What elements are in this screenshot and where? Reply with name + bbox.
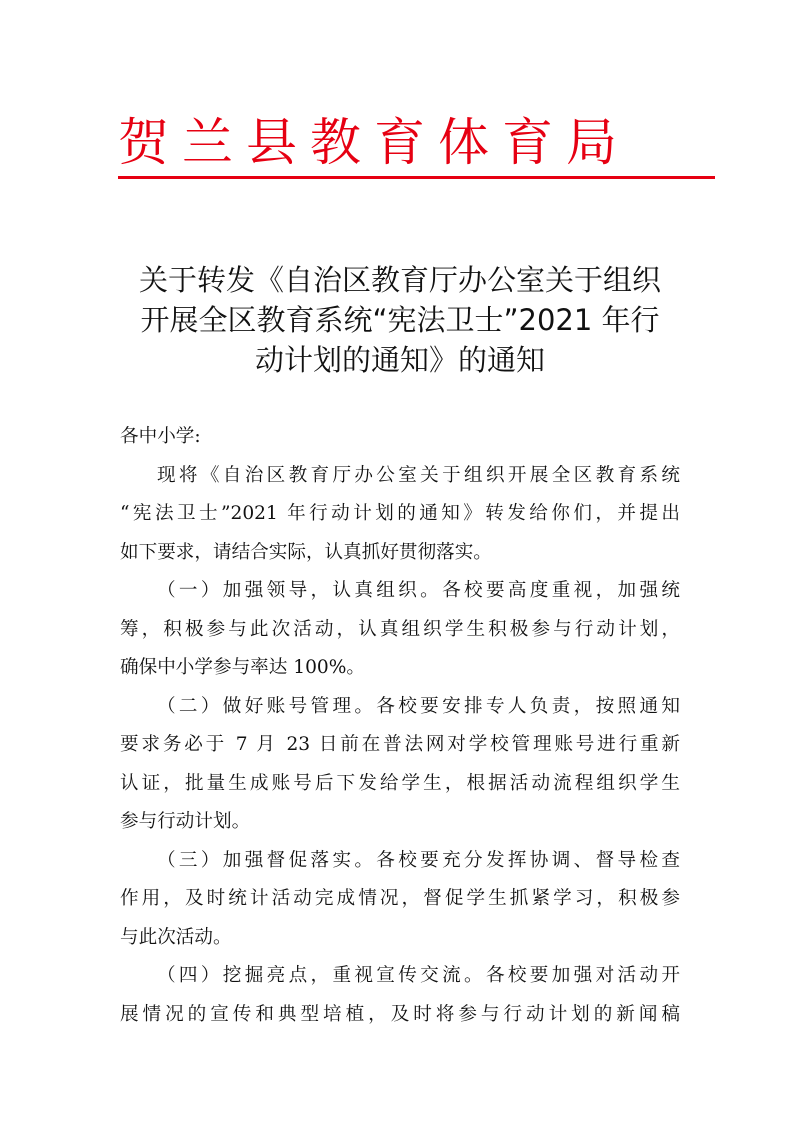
paragraph-line: 参与行动计划。 bbox=[120, 811, 251, 832]
paragraph-line: 认证，批量生成账号后下发给学生，根据活动流程组织学生 bbox=[120, 772, 680, 794]
paragraph-line: “宪法卫士”2021 年行动计划的通知》转发给你们，并提出 bbox=[120, 503, 680, 524]
paragraph-line: 如下要求，请结合实际，认真抓好贯彻落实。 bbox=[120, 541, 492, 563]
title-line: 动计划的通知》的通知 bbox=[254, 343, 545, 377]
letterhead-red-rule bbox=[118, 176, 715, 179]
paragraph-line: （一）加强领导，认真组织。各校要高度重视，加强统 bbox=[157, 580, 680, 601]
title-line: 开展全区教育系统“宪法卫士”2021 年行 bbox=[140, 303, 660, 337]
body-paragraph bbox=[120, 457, 680, 573]
letterhead-org-name: 贺兰县教育体育局 bbox=[118, 114, 631, 173]
paragraph-line: 现将《自治区教育厅办公室关于组织开展全区教育系统 bbox=[157, 464, 680, 486]
title-line: 关于转发《自治区教育厅办公室关于组织 bbox=[138, 263, 661, 297]
paragraph-line: 确保中小学参与率达 100%。 bbox=[120, 657, 366, 678]
body-paragraph bbox=[120, 842, 680, 958]
salutation: 各中小学: bbox=[120, 426, 201, 447]
document-title bbox=[100, 260, 700, 380]
paragraph-line: 作用，及时统计活动完成情况，督促学生抓紧学习，积极参 bbox=[120, 888, 680, 909]
body-paragraph bbox=[120, 572, 680, 688]
body-paragraph bbox=[120, 957, 680, 1034]
paragraph-line: 要求务必于 7 月 23 日前在普法网对学校管理账号进行重新 bbox=[120, 734, 680, 755]
paragraph-line: （三）加强督促落实。各校要充分发挥协调、督导检查 bbox=[157, 849, 680, 871]
document-body bbox=[120, 418, 680, 1034]
paragraph-line: 筹，积极参与此次活动，认真组织学生积极参与行动计划， bbox=[120, 618, 680, 640]
body-paragraph bbox=[120, 688, 680, 842]
paragraph-line: （二）做好账号管理。各校要安排专人负责，按照通知 bbox=[157, 695, 680, 717]
paragraph-line: 展情况的宣传和典型培植，及时将参与行动计划的新闻稿 bbox=[120, 1003, 680, 1025]
paragraph-line: （四）挖掘亮点，重视宣传交流。各校要加强对活动开 bbox=[157, 965, 680, 986]
paragraph-line: 与此次活动。 bbox=[120, 926, 232, 948]
